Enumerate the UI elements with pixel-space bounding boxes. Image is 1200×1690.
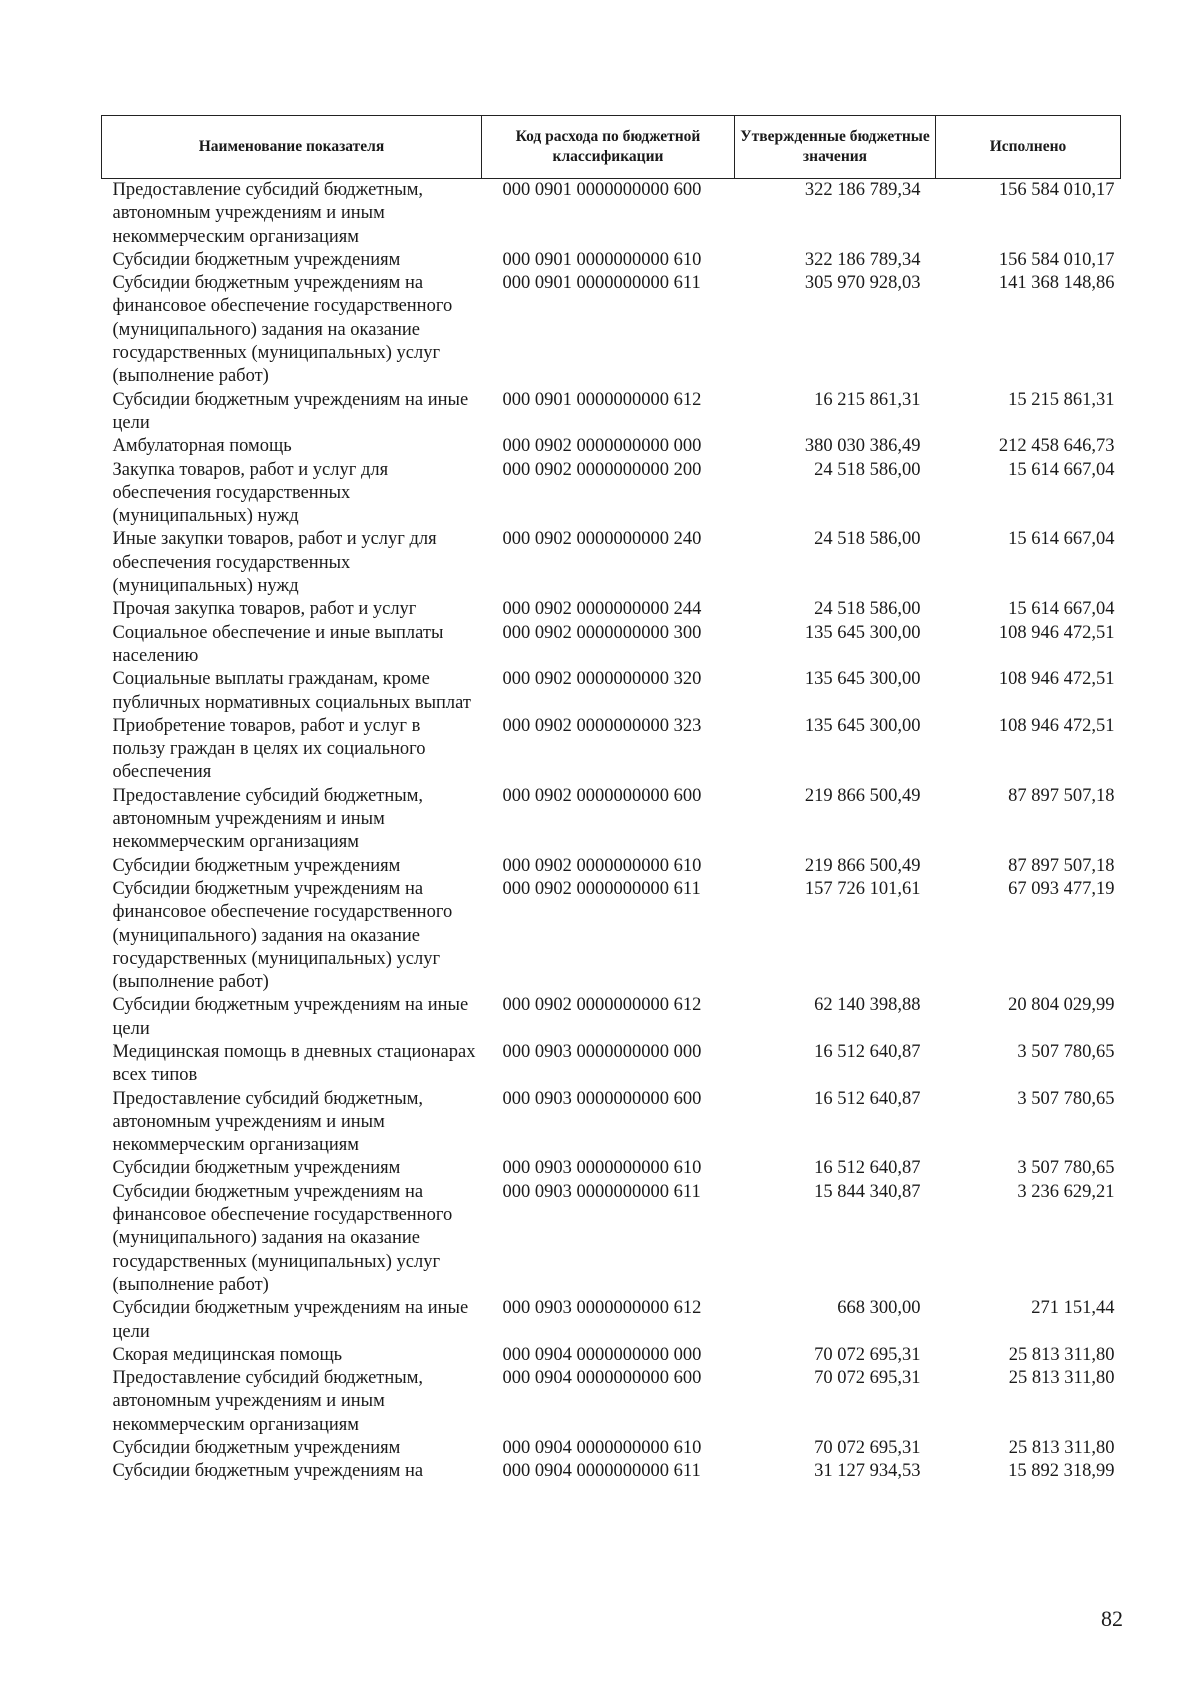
row-name: Субсидии бюджетным учреждениям	[112, 1158, 401, 1179]
row-executed: 108 946 472,51	[998, 715, 1115, 736]
row-approved: 322 186 789,34	[804, 249, 921, 270]
row-name: Предоставление субсидий бюджетным, автономным учреждениям и иным некоммерческим организациям	[112, 1088, 424, 1156]
row-approved: 668 300,00	[837, 1298, 921, 1319]
table-row	[102, 272, 1121, 388]
row-name: Субсидии бюджетным учреждениям на иные цели	[112, 389, 469, 433]
row-executed: 25 813 311,80	[1008, 1438, 1115, 1459]
row-approved: 70 072 695,31	[814, 1344, 921, 1365]
row-approved: 219 866 500,49	[804, 785, 921, 806]
row-code: 000 0903 0000000000 000	[502, 1041, 702, 1062]
row-code: 000 0904 0000000000 611	[502, 1461, 701, 1482]
row-executed: 108 946 472,51	[998, 622, 1115, 643]
header-executed: Исполнено	[936, 116, 1121, 179]
row-approved: 322 186 789,34	[804, 180, 921, 200]
row-executed: 15 614 667,04	[1008, 599, 1115, 620]
table-row	[102, 1157, 1121, 1180]
row-approved: 62 140 398,88	[814, 995, 921, 1016]
row-approved: 305 970 928,03	[804, 273, 921, 294]
row-code: 000 0903 0000000000 600	[502, 1088, 702, 1109]
row-name: Субсидии бюджетным учреждениям на финансовое обеспечение государственного (муниципального) задания на оказание государственных (муниципальных) услуг (выполнение работ)	[112, 878, 453, 993]
row-name: Скорая медицинская помощь	[112, 1344, 343, 1365]
row-approved: 16 215 861,31	[814, 389, 921, 410]
row-code: 000 0903 0000000000 612	[502, 1298, 702, 1319]
row-executed: 156 584 010,17	[998, 249, 1115, 270]
row-executed: 3 507 780,65	[1017, 1088, 1115, 1109]
row-executed: 212 458 646,73	[998, 436, 1115, 457]
table-row	[102, 994, 1121, 1041]
row-executed: 67 093 477,19	[1008, 878, 1115, 899]
row-name: Предоставление субсидий бюджетным, автономным учреждениям и иным некоммерческим организациям	[112, 1368, 424, 1435]
row-name: Закупка товаров, работ и услуг для обеспечения государственных (муниципальных) нужд	[112, 459, 389, 527]
row-name: Субсидии бюджетным учреждениям на иные цели	[112, 995, 469, 1039]
header-code: Код расхода по бюджетной классификации	[482, 116, 735, 179]
row-executed: 15 614 667,04	[1008, 459, 1115, 480]
row-approved: 24 518 586,00	[814, 599, 921, 620]
row-approved: 16 512 640,87	[814, 1088, 921, 1109]
row-name: Социальные выплаты гражданам, кроме публичных нормативных социальных выплат	[112, 669, 471, 713]
table-row	[102, 598, 1121, 621]
row-code: 000 0902 0000000000 320	[502, 669, 702, 690]
row-approved: 157 726 101,61	[804, 878, 921, 899]
row-code: 000 0901 0000000000 612	[502, 389, 702, 410]
row-name: Субсидии бюджетным учреждениям на финансовое обеспечение государственного (муниципального) задания на оказание государственных (муниципальных) услуг (выполнение работ)	[112, 273, 453, 387]
row-name: Иные закупки товаров, работ и услуг для обеспечения государственных (муниципальных) нужд	[112, 529, 437, 597]
row-code: 000 0902 0000000000 612	[502, 995, 702, 1016]
row-code: 000 0904 0000000000 610	[502, 1438, 702, 1459]
row-executed: 25 813 311,80	[1008, 1368, 1115, 1389]
row-approved: 135 645 300,00	[804, 715, 921, 736]
table-row	[102, 785, 1121, 855]
table-row	[102, 389, 1121, 436]
row-name: Медицинская помощь в дневных стационарах всех типов	[112, 1041, 476, 1086]
table-row	[102, 668, 1121, 715]
row-approved: 16 512 640,87	[814, 1041, 921, 1062]
row-approved: 135 645 300,00	[804, 669, 921, 690]
row-name: Прочая закупка товаров, работ и услуг	[112, 599, 417, 620]
row-name: Субсидии бюджетным учреждениям	[112, 249, 401, 270]
row-approved: 24 518 586,00	[814, 459, 921, 480]
row-executed: 156 584 010,17	[998, 180, 1115, 200]
table-row	[102, 1367, 1121, 1437]
row-code: 000 0901 0000000000 600	[502, 180, 702, 200]
row-code: 000 0902 0000000000 610	[502, 855, 702, 876]
row-code: 000 0903 0000000000 610	[502, 1158, 702, 1179]
row-code: 000 0901 0000000000 610	[502, 249, 702, 270]
table-row	[102, 1088, 1121, 1158]
row-name: Социальное обеспечение и иные выплаты населению	[112, 622, 444, 666]
header-approved: Утвержденные бюджетные значения	[735, 116, 936, 179]
page-number: 82	[1101, 1606, 1123, 1631]
row-approved: 15 844 340,87	[814, 1181, 921, 1202]
table-row	[102, 1460, 1121, 1483]
table-row	[102, 459, 1121, 529]
row-name: Субсидии бюджетным учреждениям на финансовое обеспечение государственного (муниципального) задания на оказание государственных (муниципальных) услуг (выполнение работ)	[112, 1181, 453, 1295]
table-row	[102, 435, 1121, 458]
row-code: 000 0902 0000000000 600	[502, 785, 702, 806]
row-name: Предоставление субсидий бюджетным, автономным учреждениям и иным некоммерческим организациям	[112, 180, 424, 247]
row-code: 000 0903 0000000000 611	[502, 1181, 701, 1202]
row-approved: 70 072 695,31	[814, 1438, 921, 1459]
row-executed: 141 368 148,86	[998, 273, 1115, 294]
row-approved: 70 072 695,31	[814, 1368, 921, 1389]
row-code: 000 0902 0000000000 323	[502, 715, 702, 736]
row-code: 000 0902 0000000000 240	[502, 529, 702, 550]
row-approved: 24 518 586,00	[814, 529, 921, 550]
row-executed: 3 236 629,21	[1017, 1181, 1115, 1202]
row-code: 000 0904 0000000000 600	[502, 1368, 702, 1389]
table-row	[102, 1041, 1121, 1088]
row-executed: 87 897 507,18	[1008, 855, 1115, 876]
row-code: 000 0902 0000000000 611	[502, 878, 701, 899]
row-executed: 3 507 780,65	[1017, 1158, 1115, 1179]
row-name: Субсидии бюджетным учреждениям на	[112, 1461, 424, 1482]
table-row	[102, 1437, 1121, 1460]
table-header	[102, 116, 1121, 179]
row-executed: 15 892 318,99	[1008, 1461, 1115, 1482]
row-executed: 25 813 311,80	[1008, 1344, 1115, 1365]
table-row	[102, 715, 1121, 785]
row-name: Субсидии бюджетным учреждениям	[112, 1438, 401, 1459]
row-name: Субсидии бюджетным учреждениям	[112, 855, 401, 876]
row-executed: 15 215 861,31	[1008, 389, 1115, 410]
row-code: 000 0902 0000000000 244	[502, 599, 702, 620]
row-name: Амбулаторная помощь	[112, 436, 292, 457]
row-approved: 16 512 640,87	[814, 1158, 921, 1179]
row-executed: 3 507 780,65	[1017, 1041, 1115, 1062]
row-approved: 380 030 386,49	[804, 436, 921, 457]
row-approved: 31 127 934,53	[814, 1461, 921, 1482]
row-executed: 15 614 667,04	[1008, 529, 1115, 550]
row-executed: 20 804 029,99	[1008, 995, 1115, 1016]
row-code: 000 0902 0000000000 300	[502, 622, 702, 643]
table-row	[102, 1297, 1121, 1344]
table-row	[102, 1181, 1121, 1297]
row-executed: 87 897 507,18	[1008, 785, 1115, 806]
table-row	[102, 1344, 1121, 1367]
table-row	[102, 855, 1121, 878]
row-code: 000 0904 0000000000 000	[502, 1344, 702, 1365]
row-code: 000 0902 0000000000 200	[502, 459, 702, 480]
table-row	[102, 179, 1121, 249]
table-row	[102, 249, 1121, 272]
row-approved: 219 866 500,49	[804, 855, 921, 876]
header-name: Наименование показателя	[102, 116, 482, 179]
row-name: Субсидии бюджетным учреждениям на иные цели	[112, 1298, 469, 1342]
table-row	[102, 622, 1121, 669]
row-executed: 271 151,44	[1031, 1298, 1115, 1319]
budget-execution-table	[101, 115, 1121, 1484]
row-code: 000 0902 0000000000 000	[502, 436, 702, 457]
row-approved: 135 645 300,00	[804, 622, 921, 643]
table-body	[102, 179, 1121, 1484]
table-row	[102, 878, 1121, 994]
row-executed: 108 946 472,51	[998, 669, 1115, 690]
row-code: 000 0901 0000000000 611	[502, 273, 701, 294]
row-name: Приобретение товаров, работ и услуг в пользу граждан в целях их социального обеспечения	[112, 715, 426, 783]
table-row	[102, 528, 1121, 598]
row-name: Предоставление субсидий бюджетным, автономным учреждениям и иным некоммерческим организациям	[112, 785, 424, 853]
